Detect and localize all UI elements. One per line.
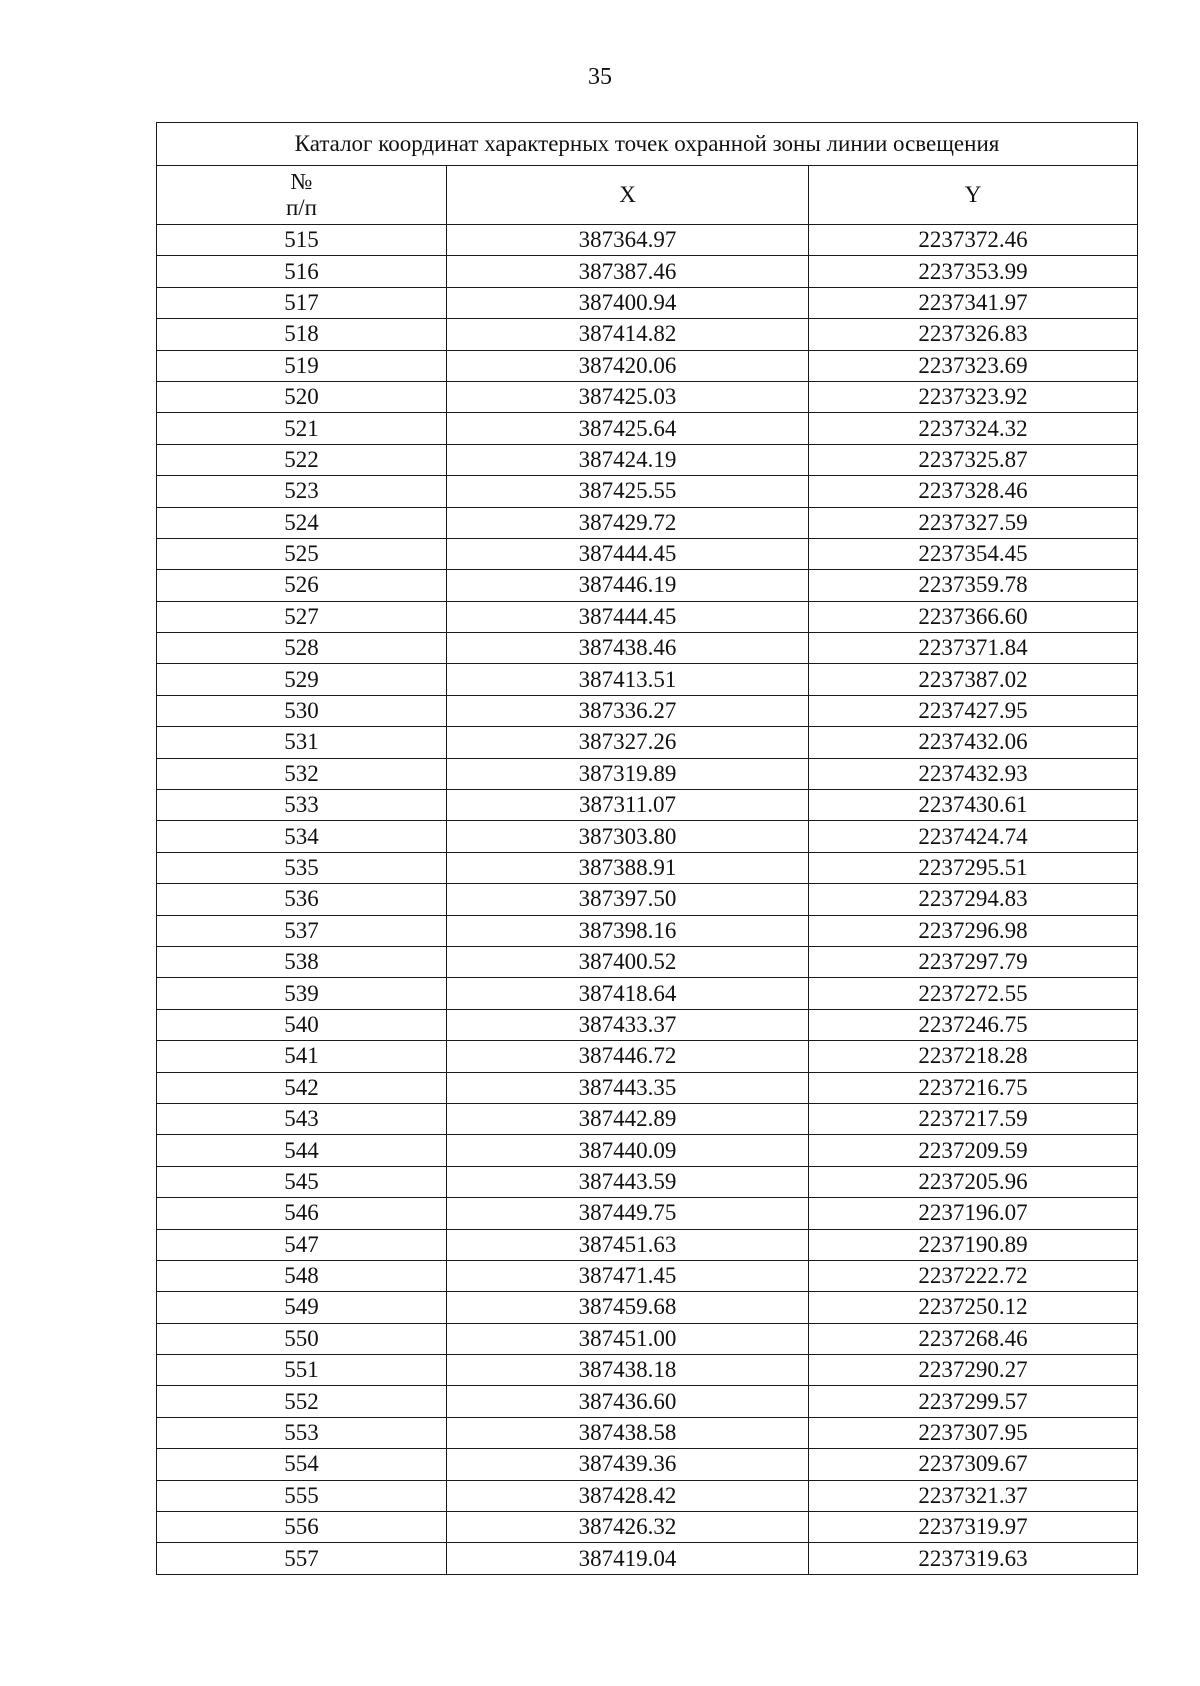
column-header-x: X	[447, 166, 809, 225]
table-row	[157, 1166, 1138, 1197]
cell-y: 2237427.95	[809, 695, 1138, 726]
table-row	[157, 413, 1138, 444]
cell-x: 387303.80	[447, 821, 809, 852]
table-row	[157, 507, 1138, 538]
cell-y: 2237319.63	[809, 1543, 1138, 1574]
cell-y: 2237353.99	[809, 256, 1138, 287]
cell-number: 519	[157, 350, 447, 381]
table-row	[157, 758, 1138, 789]
page-number: 35	[588, 64, 612, 90]
cell-number: 534	[157, 821, 447, 852]
cell-number: 518	[157, 319, 447, 350]
cell-y: 2237217.59	[809, 1103, 1138, 1134]
table-row	[157, 1292, 1138, 1323]
table-row	[157, 538, 1138, 569]
cell-number: 540	[157, 1009, 447, 1040]
cell-x: 387336.27	[447, 695, 809, 726]
cell-x: 387444.45	[447, 601, 809, 632]
table-row	[157, 476, 1138, 507]
cell-x: 387400.52	[447, 946, 809, 977]
cell-number: 531	[157, 727, 447, 758]
cell-number: 548	[157, 1260, 447, 1291]
cell-number: 515	[157, 225, 447, 256]
cell-number: 520	[157, 381, 447, 412]
cell-y: 2237372.46	[809, 225, 1138, 256]
cell-y: 2237424.74	[809, 821, 1138, 852]
cell-y: 2237296.98	[809, 915, 1138, 946]
cell-y: 2237209.59	[809, 1135, 1138, 1166]
cell-y: 2237324.32	[809, 413, 1138, 444]
table-row	[157, 946, 1138, 977]
cell-number: 536	[157, 884, 447, 915]
cell-number: 524	[157, 507, 447, 538]
cell-number: 526	[157, 570, 447, 601]
table-row	[157, 790, 1138, 821]
table-row	[157, 1229, 1138, 1260]
cell-number: 535	[157, 852, 447, 883]
cell-x: 387439.36	[447, 1449, 809, 1480]
cell-x: 387451.63	[447, 1229, 809, 1260]
table-row	[157, 1417, 1138, 1448]
cell-x: 387446.72	[447, 1041, 809, 1072]
cell-number: 529	[157, 664, 447, 695]
cell-y: 2237222.72	[809, 1260, 1138, 1291]
cell-y: 2237323.69	[809, 350, 1138, 381]
cell-x: 387398.16	[447, 915, 809, 946]
column-header-number	[157, 166, 447, 225]
cell-number: 533	[157, 790, 447, 821]
cell-y: 2237430.61	[809, 790, 1138, 821]
table-row	[157, 256, 1138, 287]
cell-y: 2237218.28	[809, 1041, 1138, 1072]
cell-x: 387443.59	[447, 1166, 809, 1197]
cell-x: 387426.32	[447, 1512, 809, 1543]
table-header-row	[157, 166, 1138, 225]
table-row	[157, 1198, 1138, 1229]
cell-number: 549	[157, 1292, 447, 1323]
cell-number: 539	[157, 978, 447, 1009]
table-row	[157, 1449, 1138, 1480]
cell-x: 387425.64	[447, 413, 809, 444]
cell-x: 387425.55	[447, 476, 809, 507]
table-row	[157, 1260, 1138, 1291]
table-row	[157, 1041, 1138, 1072]
cell-number: 527	[157, 601, 447, 632]
cell-x: 387444.45	[447, 538, 809, 569]
cell-x: 387438.18	[447, 1355, 809, 1386]
cell-y: 2237299.57	[809, 1386, 1138, 1417]
cell-x: 387428.42	[447, 1480, 809, 1511]
cell-number: 521	[157, 413, 447, 444]
cell-number: 554	[157, 1449, 447, 1480]
table-row	[157, 915, 1138, 946]
cell-x: 387387.46	[447, 256, 809, 287]
cell-y: 2237294.83	[809, 884, 1138, 915]
cell-y: 2237297.79	[809, 946, 1138, 977]
table-row	[157, 821, 1138, 852]
cell-x: 387319.89	[447, 758, 809, 789]
cell-y: 2237216.75	[809, 1072, 1138, 1103]
table-row	[157, 570, 1138, 601]
cell-x: 387327.26	[447, 727, 809, 758]
cell-x: 387311.07	[447, 790, 809, 821]
table-row	[157, 664, 1138, 695]
table-row	[157, 1512, 1138, 1543]
table-row	[157, 633, 1138, 664]
cell-y: 2237246.75	[809, 1009, 1138, 1040]
cell-y: 2237307.95	[809, 1417, 1138, 1448]
cell-x: 387436.60	[447, 1386, 809, 1417]
table-row	[157, 319, 1138, 350]
cell-x: 387438.46	[447, 633, 809, 664]
cell-number: 544	[157, 1135, 447, 1166]
table-row	[157, 727, 1138, 758]
cell-y: 2237205.96	[809, 1166, 1138, 1197]
cell-number: 552	[157, 1386, 447, 1417]
cell-number: 555	[157, 1480, 447, 1511]
table-row	[157, 601, 1138, 632]
table-row	[157, 444, 1138, 475]
cell-x: 387438.58	[447, 1417, 809, 1448]
table-row	[157, 287, 1138, 318]
cell-x: 387419.04	[447, 1543, 809, 1574]
cell-y: 2237272.55	[809, 978, 1138, 1009]
table-row	[157, 1543, 1138, 1574]
table-row	[157, 852, 1138, 883]
table-row	[157, 978, 1138, 1009]
cell-x: 387397.50	[447, 884, 809, 915]
cell-y: 2237290.27	[809, 1355, 1138, 1386]
cell-y: 2237328.46	[809, 476, 1138, 507]
cell-y: 2237326.83	[809, 319, 1138, 350]
cell-number: 532	[157, 758, 447, 789]
cell-y: 2237327.59	[809, 507, 1138, 538]
cell-x: 387442.89	[447, 1103, 809, 1134]
cell-y: 2237432.06	[809, 727, 1138, 758]
table-row	[157, 1072, 1138, 1103]
cell-y: 2237295.51	[809, 852, 1138, 883]
cell-x: 387418.64	[447, 978, 809, 1009]
table-row	[157, 350, 1138, 381]
cell-x: 387420.06	[447, 350, 809, 381]
cell-y: 2237319.97	[809, 1512, 1138, 1543]
number-sign: №	[290, 169, 313, 194]
cell-x: 387471.45	[447, 1260, 809, 1291]
cell-number: 525	[157, 538, 447, 569]
cell-number: 547	[157, 1229, 447, 1260]
cell-x: 387446.19	[447, 570, 809, 601]
cell-number: 528	[157, 633, 447, 664]
cell-y: 2237366.60	[809, 601, 1138, 632]
cell-number: 516	[157, 256, 447, 287]
cell-y: 2237371.84	[809, 633, 1138, 664]
cell-y: 2237309.67	[809, 1449, 1138, 1480]
cell-number: 557	[157, 1543, 447, 1574]
cell-y: 2237250.12	[809, 1292, 1138, 1323]
cell-number: 551	[157, 1355, 447, 1386]
table-row	[157, 1103, 1138, 1134]
cell-number: 546	[157, 1198, 447, 1229]
cell-y: 2237341.97	[809, 287, 1138, 318]
cell-y: 2237359.78	[809, 570, 1138, 601]
table-title-row	[157, 123, 1138, 166]
table-row	[157, 381, 1138, 412]
cell-x: 387388.91	[447, 852, 809, 883]
cell-x: 387451.00	[447, 1323, 809, 1354]
table-title: Каталог координат характерных точек охранной зоны линии освещения	[157, 123, 1138, 166]
cell-x: 387414.82	[447, 319, 809, 350]
cell-number: 523	[157, 476, 447, 507]
column-header-y: Y	[809, 166, 1138, 225]
cell-number: 556	[157, 1512, 447, 1543]
cell-number: 538	[157, 946, 447, 977]
cell-x: 387364.97	[447, 225, 809, 256]
cell-number: 537	[157, 915, 447, 946]
cell-number: 517	[157, 287, 447, 318]
table-row	[157, 884, 1138, 915]
table-body	[157, 225, 1138, 1575]
cell-number: 530	[157, 695, 447, 726]
cell-y: 2237268.46	[809, 1323, 1138, 1354]
table-row	[157, 1480, 1138, 1511]
cell-y: 2237325.87	[809, 444, 1138, 475]
table-row	[157, 1009, 1138, 1040]
coordinate-catalog-table	[156, 122, 1138, 1575]
cell-y: 2237323.92	[809, 381, 1138, 412]
table-row	[157, 1386, 1138, 1417]
cell-number: 545	[157, 1166, 447, 1197]
cell-y: 2237354.45	[809, 538, 1138, 569]
cell-x: 387413.51	[447, 664, 809, 695]
cell-y: 2237387.02	[809, 664, 1138, 695]
cell-x: 387440.09	[447, 1135, 809, 1166]
cell-y: 2237432.93	[809, 758, 1138, 789]
cell-x: 387433.37	[447, 1009, 809, 1040]
table-row	[157, 695, 1138, 726]
cell-y: 2237321.37	[809, 1480, 1138, 1511]
cell-number: 541	[157, 1041, 447, 1072]
cell-x: 387400.94	[447, 287, 809, 318]
cell-number: 550	[157, 1323, 447, 1354]
cell-number: 553	[157, 1417, 447, 1448]
cell-number: 542	[157, 1072, 447, 1103]
table-row	[157, 1323, 1138, 1354]
cell-x: 387443.35	[447, 1072, 809, 1103]
cell-x: 387449.75	[447, 1198, 809, 1229]
cell-x: 387429.72	[447, 507, 809, 538]
cell-x: 387459.68	[447, 1292, 809, 1323]
cell-y: 2237196.07	[809, 1198, 1138, 1229]
cell-number: 543	[157, 1103, 447, 1134]
cell-number: 522	[157, 444, 447, 475]
cell-x: 387424.19	[447, 444, 809, 475]
cell-x: 387425.03	[447, 381, 809, 412]
table-row	[157, 1355, 1138, 1386]
cell-y: 2237190.89	[809, 1229, 1138, 1260]
table-row	[157, 225, 1138, 256]
table-row	[157, 1135, 1138, 1166]
number-subheader: п/п	[285, 195, 317, 220]
